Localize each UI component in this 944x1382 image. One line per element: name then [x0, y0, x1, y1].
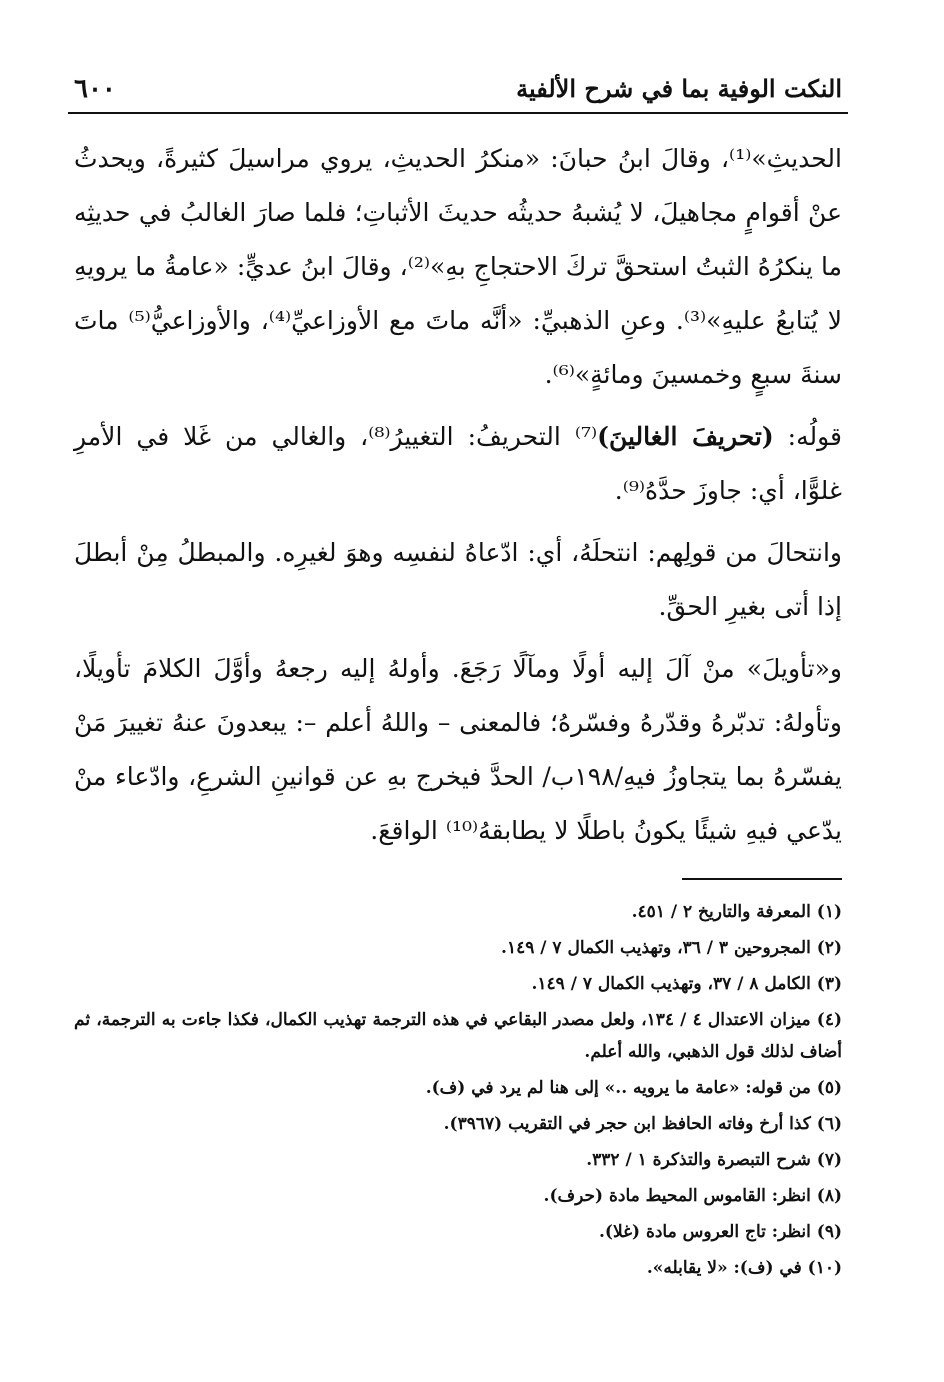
footnote-separator: [682, 878, 842, 880]
book-page: [68, 70, 848, 1288]
paragraph-2-lead: قولُه:: [787, 422, 842, 451]
footnote-1: (١) المعرفة والتاريخ ٢ / ٤٥١.: [631, 902, 842, 922]
footnote-7: (٧) شرح التبصرة والتذكرة ١ / ٣٣٢.: [586, 1150, 842, 1170]
footnote-6: (٦) كذا أرخ وفاته الحافظ ابن حجر في التقريب (٣٩٦٧).: [443, 1114, 842, 1134]
footnote-9: (٩) انظر: تاج العروس مادة (غلا).: [598, 1222, 842, 1242]
running-title: النكت الوفية بما في شرح الألفية: [516, 74, 842, 103]
page-number: ٦٠٠: [74, 74, 116, 104]
paragraph-2: [74, 410, 842, 518]
footnote-3: (٣) الكامل ٨ / ٣٧، وتهذيب الكمال ٧ / ١٤٩.: [531, 974, 842, 994]
footnote-2: (٢) المجروحين ٣ / ٣٦، وتهذيب الكمال ٧ / ١٤٩.: [501, 938, 842, 958]
paragraph-2-keyword: (تحريفَ الغالينَ): [597, 422, 774, 451]
main-text: [68, 132, 848, 858]
paragraph-3: وانتحالَ من قولِهم: انتحلَهُ، أي: ادّعاهُ لنفسِه وهوَ لغيرِه. والمبطلُ مِنْ أبطلَ إذا أتى بغيرِ الحقِّ.: [74, 538, 842, 621]
paragraph-1: الحديثِ»⁽¹⁾، وقالَ ابنُ حبانَ: «منكرُ الحديثِ، يروي مراسيلَ كثيرةً، ويحدثُ عنْ أقوامٍ مجاهيلَ، لا يُشبهُ حديثُه حديثَ الأثباتِ؛ فلما صارَ الغالبُ في حديثِه ما ينكرُهُ الثبتُ استحقَّ تركَ الاحتجاجِ بهِ»⁽²⁾، وقالَ ابنُ عديٍّ: «عامةُ ما يرويهِ لا يُتابعُ عليهِ»⁽³⁾. وعنِ الذهبيِّ: «أنَّه ماتَ مع الأوزاعيِّ⁽⁴⁾، والأوزاعيُّ⁽⁵⁾ ماتَ سنةَ سبعٍ وخمسينَ ومائةٍ»⁽⁶⁾.: [74, 144, 842, 389]
footnote-8: (٨) انظر: القاموس المحيط مادة (حرف).: [543, 1186, 842, 1206]
footnote-4: (٤) ميزان الاعتدال ٤ / ١٣٤، ولعل مصدر البقاعي في هذه الترجمة تهذيب الكمال، فكذا جاءت به الترجمة، ثم أضاف لذلك قول الذهبي، والله أعلم.: [74, 1010, 843, 1062]
footnote-10: (١٠) في (ف): «لا يقابله».: [646, 1258, 842, 1278]
paragraph-2-rest: ⁽⁷⁾ التحريفُ: التغييرُ⁽⁸⁾، والغالي من غَلا في الأمرِ غلوًّا، أي: جاوزَ حدَّهُ⁽⁹⁾.: [74, 422, 842, 505]
footnotes: [68, 896, 848, 1284]
paragraph-4: و«تأويلَ» منْ آلَ إليه أولًا ومآلًا رَجَعَ. وأولهُ إليه رجعهُ وأوَّلَ الكلامَ تأويلًا، وتأولهُ: تدبّرهُ وقدّرهُ وفسّرهُ؛ فالمعنى – واللهُ أعلم –: يبعدونَ عنهُ تغييرَ مَنْ يفسّرهُ بما يتجاوزُ فيهِ/١٩٨ب/ الحدَّ فيخرج بهِ عن قوانينِ الشرعِ، وادّعاء منْ يدّعي فيهِ شيئًا يكونُ باطلًا لا يطابقهُ⁽¹⁰⁾ الواقعَ.: [74, 654, 842, 845]
running-header: [68, 70, 848, 114]
footnote-5: (٥) من قوله: «عامة ما يرويه ..» إلى هنا لم يرد في (ف).: [425, 1078, 842, 1098]
